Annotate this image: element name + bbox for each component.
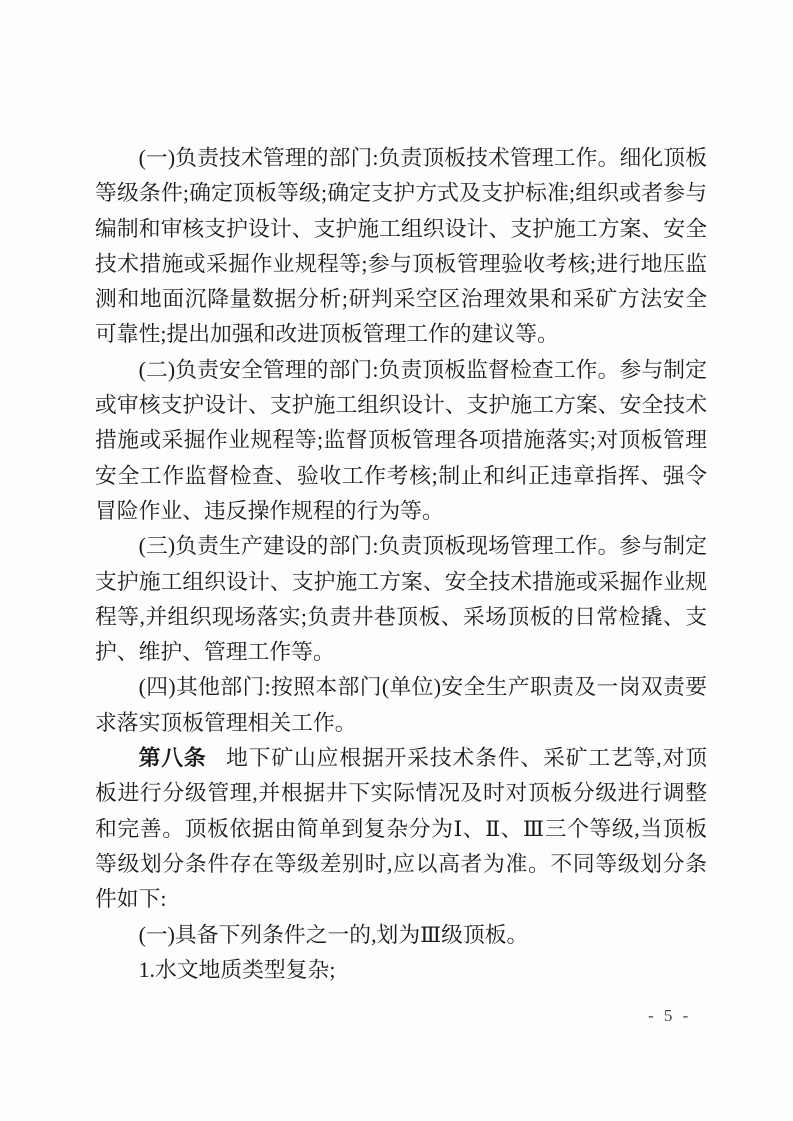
page-number: - 5 - bbox=[648, 1006, 692, 1025]
clause-1-technical-dept: (一)负责技术管理的部门:负责顶板技术管理工作。细化顶板等级条件;确定顶板等级;确定支护方式及支护标准;组织或者参与编制和审核支护设计、支护施工组织设计、支护施工方案、安全技术措施或采掘作业规程等;参与顶板管理验收考核;进行地压监测和地面沉降量数据分析;研判采空区治理效果和采矿方法安全可靠性;提出加强和改进顶板管理工作的建议等。 bbox=[95, 146, 707, 347]
clause-4-other-dept: (四)其他部门:按照本部门(单位)安全生产职责及一岗双责要求落实顶板管理相关工作。 bbox=[95, 675, 707, 735]
article-8-paragraph bbox=[95, 741, 707, 917]
clause-2-safety-dept: (二)负责安全管理的部门:负责顶板监督检查工作。参与制定或审核支护设计、支护施工组织设计、支护施工方案、安全技术措施或采掘作业规程等;监督顶板管理各项措施落实;对顶板管理安全工作监督检查、验收工作考核;制止和纠正违章指挥、强令冒险作业、违反操作规程的行为等。 bbox=[95, 357, 707, 523]
condition-item-1: 1.水文地质类型复杂; bbox=[138, 957, 336, 982]
grade-3-roof-condition-heading: (一)具备下列条件之一的,划为Ⅲ级顶板。 bbox=[138, 922, 529, 947]
document-body bbox=[95, 141, 707, 988]
clause-3-production-dept: (三)负责生产建设的部门:负责顶板现场管理工作。参与制定支护施工组织设计、支护施工方案、安全技术措施或采掘作业规程等,并组织现场落实;负责井巷顶板、采场顶板的日常检撬、支护、维护、管理工作等。 bbox=[95, 534, 707, 665]
article-8-number: 第八条 bbox=[138, 746, 207, 771]
article-8-text: 地下矿山应根据开采技术条件、采矿工艺等,对顶板进行分级管理,并根据井下实际情况及时对顶板分级进行调整和完善。顶板依据由简单到复杂分为Ⅰ、Ⅱ、Ⅲ三个等级,当顶板等级划分条件存在等级差别时,应以高者为准。不同等级划分条件如下: bbox=[95, 746, 707, 912]
